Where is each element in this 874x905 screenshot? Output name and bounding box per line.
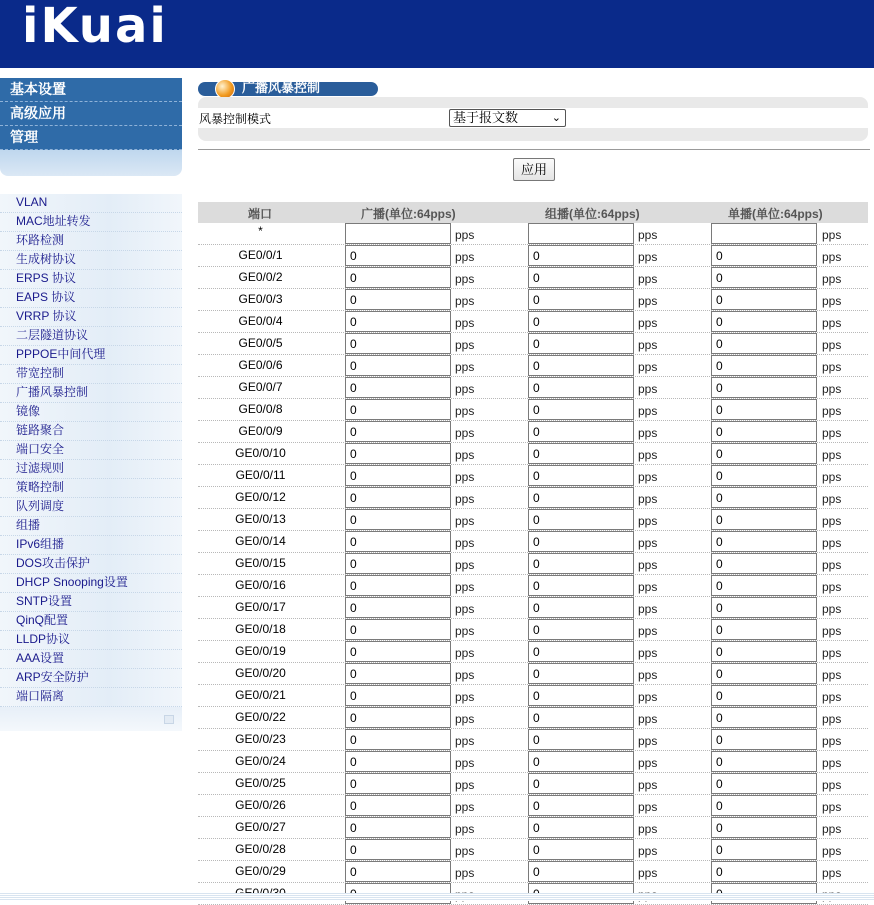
unit-label: pps <box>638 536 658 550</box>
unicast-input[interactable]: 0 <box>711 311 817 332</box>
table-row <box>198 773 868 795</box>
multicast-input[interactable]: 0 <box>528 289 634 310</box>
broadcast-input[interactable]: 0 <box>345 575 451 596</box>
unicast-input[interactable]: 0 <box>711 289 817 310</box>
unit-label: pps <box>638 272 658 286</box>
port-name: GE0/0/25 <box>235 776 286 790</box>
sidebar-submenu <box>0 194 182 731</box>
port-name: GE0/0/1 <box>238 248 283 262</box>
table-row <box>198 553 868 575</box>
unit-label: pps <box>638 426 658 440</box>
multicast-input[interactable]: 0 <box>528 443 634 464</box>
unit-label: pps <box>822 448 842 462</box>
unit-label: pps <box>822 294 842 308</box>
unit-label: pps <box>455 272 475 286</box>
sidebar-group[interactable]: 管理 <box>0 126 182 150</box>
orange-ball-icon <box>215 79 235 99</box>
unit-label: pps <box>455 800 475 814</box>
unit-label: pps <box>455 690 475 704</box>
unicast-input[interactable]: 0 <box>711 333 817 354</box>
multicast-input[interactable]: 0 <box>528 509 634 530</box>
unit-label: pps <box>638 756 658 770</box>
unit-label: pps <box>822 492 842 506</box>
table-row <box>198 333 868 355</box>
multicast-input[interactable]: 0 <box>528 663 634 684</box>
broadcast-input[interactable]: 0 <box>345 641 451 662</box>
unicast-input[interactable]: 0 <box>711 641 817 662</box>
table-row <box>198 795 868 817</box>
unicast-input[interactable]: 0 <box>711 619 817 640</box>
unit-label: pps <box>455 448 475 462</box>
unit-label: pps <box>822 800 842 814</box>
broadcast-input[interactable]: 0 <box>345 531 451 552</box>
broadcast-input[interactable]: 0 <box>345 773 451 794</box>
table-row <box>198 399 868 421</box>
bottom-scroll-area <box>0 893 874 901</box>
unit-label: pps <box>822 690 842 704</box>
broadcast-input[interactable]: 0 <box>345 707 451 728</box>
multicast-input[interactable]: 0 <box>528 641 634 662</box>
sidebar-item[interactable]: DOS攻击保护 <box>0 555 182 574</box>
sidebar-item[interactable]: VRRP 协议 <box>0 308 182 327</box>
unit-label: pps <box>822 338 842 352</box>
multicast-input[interactable]: 0 <box>528 531 634 552</box>
table-row <box>198 487 868 509</box>
unicast-input[interactable]: 0 <box>711 729 817 750</box>
unit-label: pps <box>638 338 658 352</box>
unit-label: pps <box>638 470 658 484</box>
col-header-port: 端口 <box>248 207 273 221</box>
port-name: GE0/0/12 <box>235 490 286 504</box>
unicast-input[interactable]: 0 <box>711 663 817 684</box>
unit-label: pps <box>455 382 475 396</box>
port-name: GE0/0/28 <box>235 842 286 856</box>
table-row <box>198 707 868 729</box>
unicast-input[interactable]: 0 <box>711 267 817 288</box>
unit-label: pps <box>455 822 475 836</box>
mode-select-value: 基于报文数 <box>453 110 519 125</box>
unit-label: pps <box>822 382 842 396</box>
port-name: GE0/0/13 <box>235 512 286 526</box>
unit-label: pps <box>455 734 475 748</box>
col-header-broadcast: 广播(单位:64pps) <box>361 207 456 221</box>
unit-label: pps <box>638 382 658 396</box>
unit-label: pps <box>822 602 842 616</box>
port-name: GE0/0/29 <box>235 864 286 878</box>
unit-label: pps <box>638 360 658 374</box>
table-row <box>198 575 868 597</box>
port-name: GE0/0/27 <box>235 820 286 834</box>
port-name: GE0/0/22 <box>235 710 286 724</box>
unit-label: pps <box>638 734 658 748</box>
sidebar-item[interactable]: QinQ配置 <box>0 612 182 631</box>
top-header <box>0 0 874 68</box>
unicast-input[interactable]: 0 <box>711 245 817 266</box>
unit-label: pps <box>455 360 475 374</box>
unit-label: pps <box>455 712 475 726</box>
multicast-input[interactable]: 0 <box>528 707 634 728</box>
unit-label: pps <box>638 690 658 704</box>
unit-label: pps <box>455 294 475 308</box>
sidebar-item[interactable]: 队列调度 <box>0 498 182 517</box>
broadcast-input[interactable]: 0 <box>345 421 451 442</box>
unicast-input[interactable]: 0 <box>711 575 817 596</box>
unit-label: pps <box>455 602 475 616</box>
port-name: GE0/0/4 <box>238 314 283 328</box>
divider <box>198 149 870 150</box>
broadcast-input[interactable]: 0 <box>345 311 451 332</box>
port-name: GE0/0/26 <box>235 798 286 812</box>
unit-label: pps <box>822 250 842 264</box>
resize-grip-icon[interactable] <box>164 715 174 724</box>
table-row <box>198 443 868 465</box>
col-header-unicast: 单播(单位:64pps) <box>728 207 823 221</box>
sidebar-item[interactable]: 带宽控制 <box>0 365 182 384</box>
unit-label: pps <box>822 844 842 858</box>
mode-label: 风暴控制模式 <box>199 112 272 126</box>
unicast-input[interactable] <box>711 223 817 244</box>
port-name: GE0/0/9 <box>238 424 283 438</box>
sidebar-item[interactable]: 环路检测 <box>0 232 182 251</box>
unit-label: pps <box>455 756 475 770</box>
unit-label: pps <box>822 228 842 242</box>
broadcast-input[interactable]: 0 <box>345 487 451 508</box>
multicast-input[interactable]: 0 <box>528 487 634 508</box>
multicast-input[interactable]: 0 <box>528 597 634 618</box>
unicast-input[interactable]: 0 <box>711 509 817 530</box>
port-name: GE0/0/5 <box>238 336 283 350</box>
sidebar-item[interactable]: 过滤规则 <box>0 460 182 479</box>
unit-label: pps <box>455 866 475 880</box>
unit-label: pps <box>822 272 842 286</box>
broadcast-input[interactable]: 0 <box>345 597 451 618</box>
broadcast-input[interactable]: 0 <box>345 399 451 420</box>
multicast-input[interactable]: 0 <box>528 267 634 288</box>
unit-label: pps <box>455 668 475 682</box>
sidebar-item[interactable]: EAPS 协议 <box>0 289 182 308</box>
unicast-input[interactable]: 0 <box>711 597 817 618</box>
multicast-input[interactable]: 0 <box>528 729 634 750</box>
unit-label: pps <box>822 536 842 550</box>
sidebar-group[interactable]: 高级应用 <box>0 102 182 126</box>
multicast-input[interactable] <box>528 223 634 244</box>
multicast-input[interactable]: 0 <box>528 575 634 596</box>
unicast-input[interactable]: 0 <box>711 553 817 574</box>
port-name: GE0/0/8 <box>238 402 283 416</box>
sidebar-item[interactable]: IPv6组播 <box>0 536 182 555</box>
unit-label: pps <box>638 514 658 528</box>
apply-button[interactable]: 应用 <box>513 158 555 181</box>
table-row <box>198 465 868 487</box>
multicast-input[interactable]: 0 <box>528 465 634 486</box>
port-name: GE0/0/6 <box>238 358 283 372</box>
unit-label: pps <box>455 844 475 858</box>
unicast-input[interactable]: 0 <box>711 377 817 398</box>
sidebar-item[interactable]: 策略控制 <box>0 479 182 498</box>
port-name: GE0/0/14 <box>235 534 286 548</box>
unit-label: pps <box>455 338 475 352</box>
unit-label: pps <box>638 316 658 330</box>
unit-label: pps <box>822 514 842 528</box>
broadcast-input[interactable]: 0 <box>345 619 451 640</box>
sidebar-item[interactable]: VLAN <box>0 194 182 213</box>
port-name: GE0/0/19 <box>235 644 286 658</box>
table-row <box>198 729 868 751</box>
unit-label: pps <box>638 778 658 792</box>
broadcast-input[interactable]: 0 <box>345 685 451 706</box>
broadcast-input[interactable] <box>345 223 451 244</box>
sidebar-item[interactable]: 端口隔离 <box>0 688 182 707</box>
port-name: GE0/0/17 <box>235 600 286 614</box>
sidebar-item[interactable]: 生成树协议 <box>0 251 182 270</box>
broadcast-input[interactable]: 0 <box>345 377 451 398</box>
multicast-input[interactable]: 0 <box>528 377 634 398</box>
broadcast-input[interactable]: 0 <box>345 333 451 354</box>
sidebar-item[interactable]: 二层隧道协议 <box>0 327 182 346</box>
multicast-input[interactable]: 0 <box>528 773 634 794</box>
sidebar-item[interactable]: 组播 <box>0 517 182 536</box>
unicast-input[interactable]: 0 <box>711 443 817 464</box>
unicast-input[interactable]: 0 <box>711 839 817 860</box>
broadcast-input[interactable]: 0 <box>345 245 451 266</box>
unit-label: pps <box>455 492 475 506</box>
table-row <box>198 751 868 773</box>
unit-label: pps <box>455 624 475 638</box>
unit-label: pps <box>822 426 842 440</box>
port-name: GE0/0/21 <box>235 688 286 702</box>
table-row <box>198 531 868 553</box>
table-row <box>198 355 868 377</box>
multicast-input[interactable]: 0 <box>528 817 634 838</box>
chevron-down-icon: ⌄ <box>551 112 561 124</box>
table-row <box>198 223 868 245</box>
unit-label: pps <box>822 756 842 770</box>
broadcast-input[interactable]: 0 <box>345 355 451 376</box>
multicast-input[interactable]: 0 <box>528 333 634 354</box>
multicast-input[interactable]: 0 <box>528 839 634 860</box>
unit-label: pps <box>638 492 658 506</box>
unit-label: pps <box>822 580 842 594</box>
sidebar-item[interactable]: 端口安全 <box>0 441 182 460</box>
unit-label: pps <box>822 360 842 374</box>
mode-select[interactable] <box>449 109 566 127</box>
sidebar-item[interactable]: 链路聚合 <box>0 422 182 441</box>
unit-label: pps <box>455 250 475 264</box>
unit-label: pps <box>455 558 475 572</box>
table-row <box>198 861 868 883</box>
multicast-input[interactable]: 0 <box>528 421 634 442</box>
table-row <box>198 267 868 289</box>
unit-label: pps <box>638 668 658 682</box>
col-header-multicast: 组播(单位:64pps) <box>545 207 640 221</box>
sidebar-item[interactable]: SNTP设置 <box>0 593 182 612</box>
sidebar-item[interactable]: 广播风暴控制 <box>0 384 182 403</box>
unit-label: pps <box>638 294 658 308</box>
unicast-input[interactable]: 0 <box>711 795 817 816</box>
unit-label: pps <box>638 250 658 264</box>
unicast-input[interactable]: 0 <box>711 707 817 728</box>
broadcast-input[interactable]: 0 <box>345 729 451 750</box>
unit-label: pps <box>455 426 475 440</box>
broadcast-input[interactable]: 0 <box>345 267 451 288</box>
port-name: GE0/0/2 <box>238 270 283 284</box>
unit-label: pps <box>638 580 658 594</box>
table-row <box>198 817 868 839</box>
unit-label: pps <box>822 668 842 682</box>
port-name: * <box>258 224 263 238</box>
table-row <box>198 421 868 443</box>
multicast-input[interactable]: 0 <box>528 553 634 574</box>
unicast-input[interactable]: 0 <box>711 421 817 442</box>
multicast-input[interactable]: 0 <box>528 245 634 266</box>
table-row <box>198 509 868 531</box>
table-row <box>198 245 868 267</box>
table-row <box>198 377 868 399</box>
sidebar-item[interactable]: 镜像 <box>0 403 182 422</box>
unicast-input[interactable]: 0 <box>711 465 817 486</box>
sidebar-item[interactable]: MAC地址转发 <box>0 213 182 232</box>
sidebar-group-footer <box>0 150 182 176</box>
sidebar-item[interactable]: ARP安全防护 <box>0 669 182 688</box>
port-name: GE0/0/11 <box>235 468 286 482</box>
unit-label: pps <box>822 778 842 792</box>
unit-label: pps <box>455 228 475 242</box>
unit-label: pps <box>822 404 842 418</box>
multicast-input[interactable]: 0 <box>528 355 634 376</box>
broadcast-input[interactable]: 0 <box>345 553 451 574</box>
unit-label: pps <box>638 822 658 836</box>
multicast-input[interactable]: 0 <box>528 861 634 882</box>
table-row <box>198 597 868 619</box>
port-name: GE0/0/3 <box>238 292 283 306</box>
unit-label: pps <box>638 624 658 638</box>
table-row <box>198 641 868 663</box>
broadcast-input[interactable]: 0 <box>345 751 451 772</box>
unit-label: pps <box>455 470 475 484</box>
broadcast-input[interactable]: 0 <box>345 861 451 882</box>
unicast-input[interactable]: 0 <box>711 531 817 552</box>
broadcast-input[interactable]: 0 <box>345 839 451 860</box>
unicast-input[interactable]: 0 <box>711 861 817 882</box>
table-row <box>198 663 868 685</box>
sidebar-item[interactable]: ERPS 协议 <box>0 270 182 289</box>
multicast-input[interactable]: 0 <box>528 311 634 332</box>
broadcast-input[interactable]: 0 <box>345 795 451 816</box>
port-table <box>198 223 868 905</box>
unicast-input[interactable]: 0 <box>711 685 817 706</box>
broadcast-input[interactable]: 0 <box>345 817 451 838</box>
unit-label: pps <box>638 844 658 858</box>
broadcast-input[interactable]: 0 <box>345 509 451 530</box>
unicast-input[interactable]: 0 <box>711 399 817 420</box>
table-row <box>198 311 868 333</box>
unit-label: pps <box>822 470 842 484</box>
broadcast-input[interactable]: 0 <box>345 443 451 464</box>
unit-label: pps <box>638 448 658 462</box>
port-name: GE0/0/7 <box>238 380 283 394</box>
sidebar-item[interactable]: LLDP协议 <box>0 631 182 650</box>
unicast-input[interactable]: 0 <box>711 751 817 772</box>
multicast-input[interactable]: 0 <box>528 619 634 640</box>
broadcast-input[interactable]: 0 <box>345 465 451 486</box>
unit-label: pps <box>822 624 842 638</box>
page-title: 广播风暴控制 <box>242 80 321 95</box>
port-name: GE0/0/15 <box>235 556 286 570</box>
unit-label: pps <box>638 800 658 814</box>
multicast-input[interactable]: 0 <box>528 685 634 706</box>
unit-label: pps <box>822 822 842 836</box>
unit-label: pps <box>455 580 475 594</box>
unit-label: pps <box>822 866 842 880</box>
sidebar-item[interactable]: PPPOE中间代理 <box>0 346 182 365</box>
sidebar-group[interactable]: 基本设置 <box>0 78 182 102</box>
sidebar-submenu-footer <box>0 707 182 731</box>
unit-label: pps <box>455 316 475 330</box>
table-row <box>198 685 868 707</box>
sidebar-item[interactable]: AAA设置 <box>0 650 182 669</box>
port-name: GE0/0/24 <box>235 754 286 768</box>
unit-label: pps <box>455 536 475 550</box>
port-name: GE0/0/10 <box>235 446 286 460</box>
unit-label: pps <box>638 228 658 242</box>
unicast-input[interactable]: 0 <box>711 817 817 838</box>
unit-label: pps <box>455 646 475 660</box>
unicast-input[interactable]: 0 <box>711 773 817 794</box>
unit-label: pps <box>638 404 658 418</box>
sidebar-item[interactable]: DHCP Snooping设置 <box>0 574 182 593</box>
unit-label: pps <box>638 558 658 572</box>
unit-label: pps <box>638 712 658 726</box>
unit-label: pps <box>638 866 658 880</box>
broadcast-input[interactable]: 0 <box>345 663 451 684</box>
port-name: GE0/0/16 <box>235 578 286 592</box>
unit-label: pps <box>455 514 475 528</box>
multicast-input[interactable]: 0 <box>528 399 634 420</box>
table-row <box>198 619 868 641</box>
unit-label: pps <box>822 734 842 748</box>
unit-label: pps <box>822 558 842 572</box>
table-row <box>198 839 868 861</box>
unit-label: pps <box>822 712 842 726</box>
multicast-input[interactable]: 0 <box>528 795 634 816</box>
unit-label: pps <box>822 316 842 330</box>
broadcast-input[interactable]: 0 <box>345 289 451 310</box>
multicast-input[interactable]: 0 <box>528 751 634 772</box>
unit-label: pps <box>638 602 658 616</box>
table-row <box>198 289 868 311</box>
unit-label: pps <box>638 646 658 660</box>
port-name: GE0/0/20 <box>235 666 286 680</box>
unit-label: pps <box>455 404 475 418</box>
unit-label: pps <box>822 646 842 660</box>
port-name: GE0/0/23 <box>235 732 286 746</box>
ikuai-logo: iKuai <box>22 0 168 54</box>
port-name: GE0/0/18 <box>235 622 286 636</box>
unicast-input[interactable]: 0 <box>711 355 817 376</box>
unicast-input[interactable]: 0 <box>711 487 817 508</box>
unit-label: pps <box>455 778 475 792</box>
